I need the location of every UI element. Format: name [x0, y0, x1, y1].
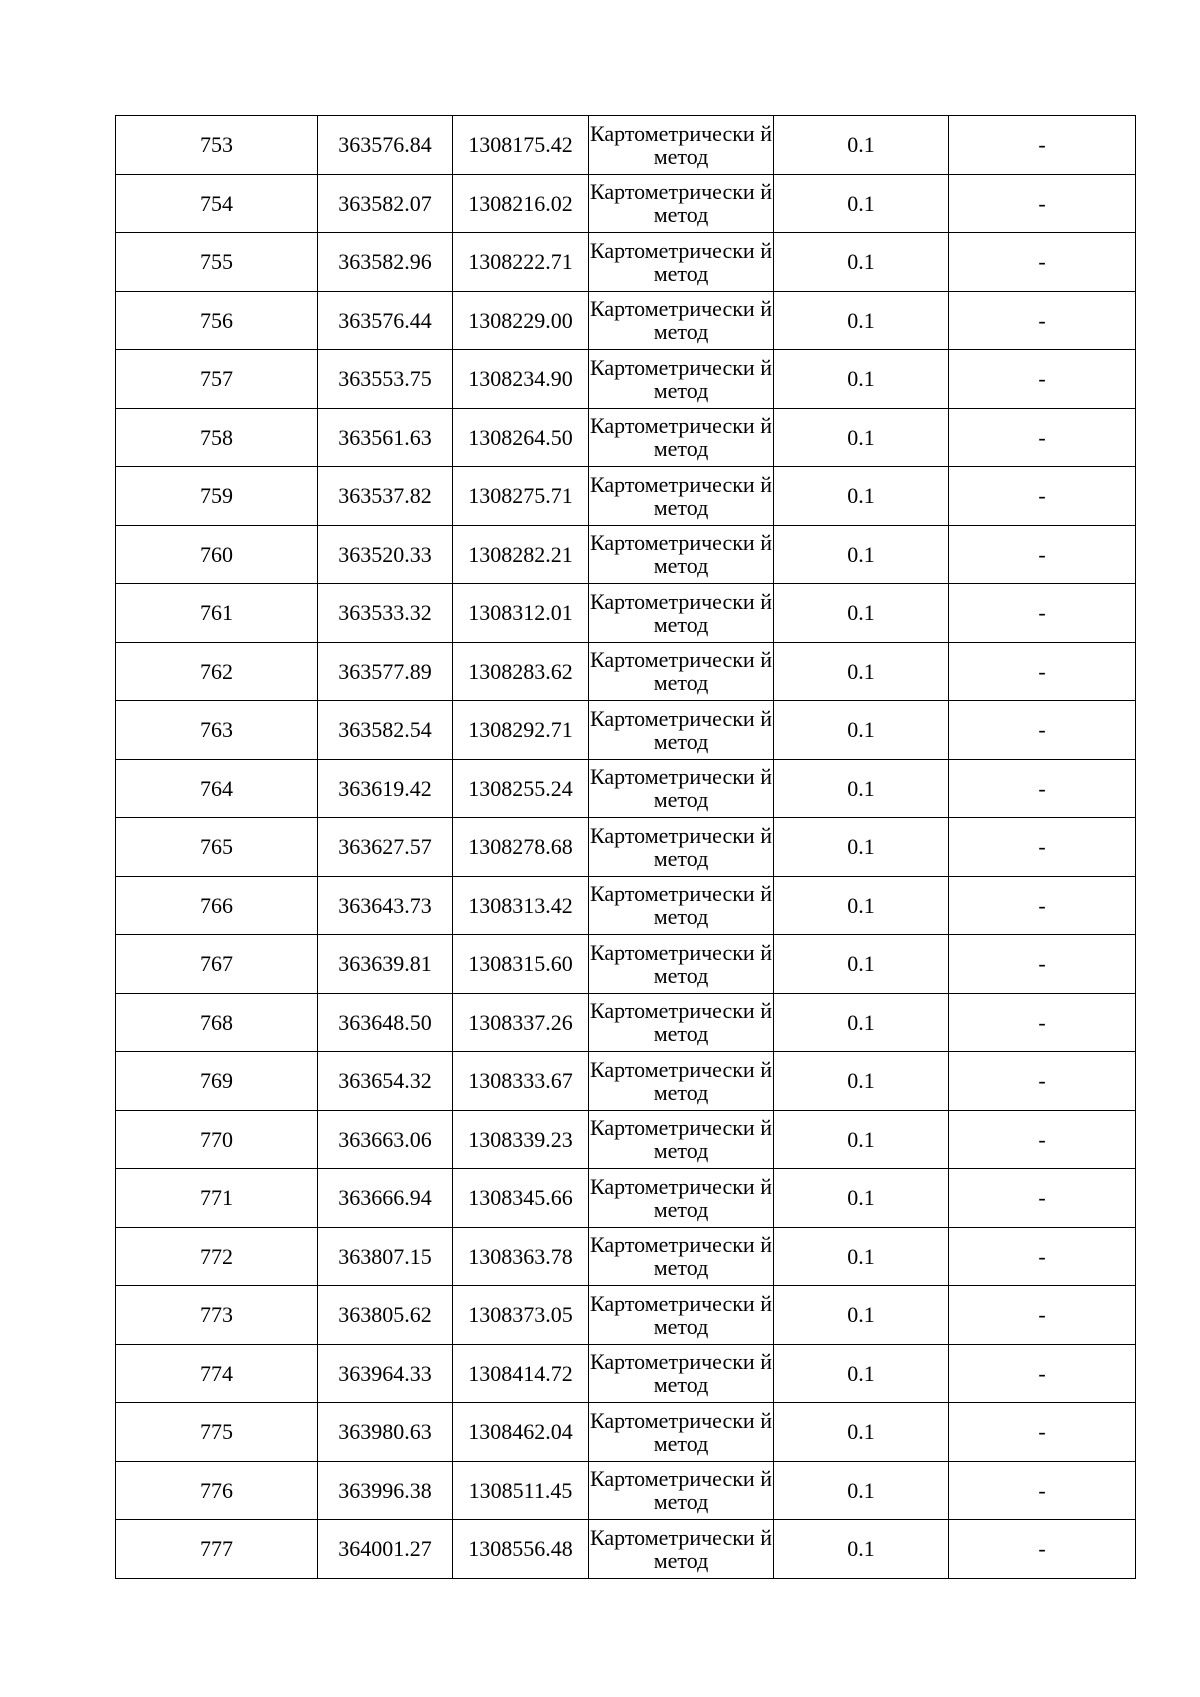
- x-coordinate-cell: 363576.44: [318, 291, 453, 350]
- x-coordinate-cell: 363663.06: [318, 1110, 453, 1169]
- precision-cell: 0.1: [774, 116, 949, 175]
- method-cell: Картометрически й метод: [589, 876, 774, 935]
- method-cell: Картометрически й метод: [589, 408, 774, 467]
- table-row: [116, 584, 1136, 643]
- y-coordinate-cell: 1308363.78: [453, 1227, 589, 1286]
- note-cell: -: [949, 467, 1136, 526]
- note-cell: -: [949, 291, 1136, 350]
- note-cell: -: [949, 350, 1136, 409]
- x-coordinate-cell: 363964.33: [318, 1344, 453, 1403]
- x-coordinate-cell: 363805.62: [318, 1286, 453, 1345]
- precision-cell: 0.1: [774, 876, 949, 935]
- precision-cell: 0.1: [774, 818, 949, 877]
- note-cell: -: [949, 1169, 1136, 1228]
- y-coordinate-cell: 1308511.45: [453, 1461, 589, 1520]
- point-number-cell: 769: [116, 1052, 318, 1111]
- note-cell: -: [949, 116, 1136, 175]
- method-cell: Картометрически й метод: [589, 1052, 774, 1111]
- precision-cell: 0.1: [774, 408, 949, 467]
- table-row: [116, 467, 1136, 526]
- x-coordinate-cell: 363619.42: [318, 759, 453, 818]
- coordinates-table: [115, 115, 1136, 1579]
- point-number-cell: 759: [116, 467, 318, 526]
- note-cell: -: [949, 233, 1136, 292]
- table-row: [116, 1286, 1136, 1345]
- x-coordinate-cell: 363980.63: [318, 1403, 453, 1462]
- x-coordinate-cell: 363627.57: [318, 818, 453, 877]
- point-number-cell: 765: [116, 818, 318, 877]
- note-cell: -: [949, 1286, 1136, 1345]
- note-cell: -: [949, 1344, 1136, 1403]
- table-row: [116, 1110, 1136, 1169]
- table-row: [116, 174, 1136, 233]
- method-cell: Картометрически й метод: [589, 1286, 774, 1345]
- note-cell: -: [949, 584, 1136, 643]
- point-number-cell: 771: [116, 1169, 318, 1228]
- point-number-cell: 754: [116, 174, 318, 233]
- table-row: [116, 701, 1136, 760]
- method-cell: Картометрически й метод: [589, 1520, 774, 1579]
- y-coordinate-cell: 1308234.90: [453, 350, 589, 409]
- method-cell: Картометрически й метод: [589, 525, 774, 584]
- x-coordinate-cell: 363582.54: [318, 701, 453, 760]
- y-coordinate-cell: 1308175.42: [453, 116, 589, 175]
- y-coordinate-cell: 1308414.72: [453, 1344, 589, 1403]
- note-cell: -: [949, 1227, 1136, 1286]
- point-number-cell: 753: [116, 116, 318, 175]
- precision-cell: 0.1: [774, 1520, 949, 1579]
- x-coordinate-cell: 363553.75: [318, 350, 453, 409]
- precision-cell: 0.1: [774, 1227, 949, 1286]
- note-cell: -: [949, 993, 1136, 1052]
- method-cell: Картометрически й метод: [589, 759, 774, 818]
- precision-cell: 0.1: [774, 1286, 949, 1345]
- note-cell: -: [949, 759, 1136, 818]
- point-number-cell: 755: [116, 233, 318, 292]
- table-row: [116, 1461, 1136, 1520]
- table-row: [116, 1052, 1136, 1111]
- precision-cell: 0.1: [774, 701, 949, 760]
- table-row: [116, 1227, 1136, 1286]
- table-row: [116, 291, 1136, 350]
- table-row: [116, 1403, 1136, 1462]
- precision-cell: 0.1: [774, 525, 949, 584]
- table-row: [116, 642, 1136, 701]
- precision-cell: 0.1: [774, 1344, 949, 1403]
- method-cell: Картометрически й метод: [589, 1110, 774, 1169]
- x-coordinate-cell: 363576.84: [318, 116, 453, 175]
- method-cell: Картометрически й метод: [589, 935, 774, 994]
- x-coordinate-cell: 363537.82: [318, 467, 453, 526]
- table-row: [116, 1520, 1136, 1579]
- point-number-cell: 761: [116, 584, 318, 643]
- method-cell: Картометрически й метод: [589, 642, 774, 701]
- y-coordinate-cell: 1308312.01: [453, 584, 589, 643]
- precision-cell: 0.1: [774, 759, 949, 818]
- y-coordinate-cell: 1308229.00: [453, 291, 589, 350]
- x-coordinate-cell: 363561.63: [318, 408, 453, 467]
- note-cell: -: [949, 876, 1136, 935]
- table-row: [116, 350, 1136, 409]
- y-coordinate-cell: 1308345.66: [453, 1169, 589, 1228]
- note-cell: -: [949, 525, 1136, 584]
- point-number-cell: 768: [116, 993, 318, 1052]
- note-cell: -: [949, 642, 1136, 701]
- point-number-cell: 766: [116, 876, 318, 935]
- note-cell: -: [949, 1520, 1136, 1579]
- y-coordinate-cell: 1308462.04: [453, 1403, 589, 1462]
- note-cell: -: [949, 1110, 1136, 1169]
- point-number-cell: 760: [116, 525, 318, 584]
- method-cell: Картометрически й метод: [589, 467, 774, 526]
- method-cell: Картометрически й метод: [589, 1169, 774, 1228]
- method-cell: Картометрически й метод: [589, 1461, 774, 1520]
- y-coordinate-cell: 1308264.50: [453, 408, 589, 467]
- precision-cell: 0.1: [774, 642, 949, 701]
- precision-cell: 0.1: [774, 584, 949, 643]
- method-cell: Картометрически й метод: [589, 233, 774, 292]
- note-cell: -: [949, 701, 1136, 760]
- x-coordinate-cell: 363577.89: [318, 642, 453, 701]
- point-number-cell: 762: [116, 642, 318, 701]
- y-coordinate-cell: 1308556.48: [453, 1520, 589, 1579]
- point-number-cell: 758: [116, 408, 318, 467]
- method-cell: Картометрически й метод: [589, 1227, 774, 1286]
- point-number-cell: 756: [116, 291, 318, 350]
- x-coordinate-cell: 363520.33: [318, 525, 453, 584]
- point-number-cell: 763: [116, 701, 318, 760]
- precision-cell: 0.1: [774, 1461, 949, 1520]
- x-coordinate-cell: 363582.07: [318, 174, 453, 233]
- method-cell: Картометрически й метод: [589, 350, 774, 409]
- precision-cell: 0.1: [774, 1110, 949, 1169]
- note-cell: -: [949, 935, 1136, 994]
- y-coordinate-cell: 1308333.67: [453, 1052, 589, 1111]
- y-coordinate-cell: 1308292.71: [453, 701, 589, 760]
- point-number-cell: 770: [116, 1110, 318, 1169]
- precision-cell: 0.1: [774, 350, 949, 409]
- x-coordinate-cell: 364001.27: [318, 1520, 453, 1579]
- precision-cell: 0.1: [774, 1403, 949, 1462]
- table-row: [116, 818, 1136, 877]
- method-cell: Картометрически й метод: [589, 818, 774, 877]
- precision-cell: 0.1: [774, 174, 949, 233]
- method-cell: Картометрически й метод: [589, 584, 774, 643]
- x-coordinate-cell: 363533.32: [318, 584, 453, 643]
- table-row: [116, 1344, 1136, 1403]
- note-cell: -: [949, 408, 1136, 467]
- x-coordinate-cell: 363582.96: [318, 233, 453, 292]
- point-number-cell: 777: [116, 1520, 318, 1579]
- y-coordinate-cell: 1308339.23: [453, 1110, 589, 1169]
- y-coordinate-cell: 1308282.21: [453, 525, 589, 584]
- table-row: [116, 116, 1136, 175]
- x-coordinate-cell: 363643.73: [318, 876, 453, 935]
- y-coordinate-cell: 1308222.71: [453, 233, 589, 292]
- point-number-cell: 757: [116, 350, 318, 409]
- point-number-cell: 767: [116, 935, 318, 994]
- y-coordinate-cell: 1308337.26: [453, 993, 589, 1052]
- x-coordinate-cell: 363648.50: [318, 993, 453, 1052]
- precision-cell: 0.1: [774, 291, 949, 350]
- point-number-cell: 764: [116, 759, 318, 818]
- note-cell: -: [949, 174, 1136, 233]
- point-number-cell: 776: [116, 1461, 318, 1520]
- point-number-cell: 772: [116, 1227, 318, 1286]
- precision-cell: 0.1: [774, 935, 949, 994]
- x-coordinate-cell: 363654.32: [318, 1052, 453, 1111]
- method-cell: Картометрически й метод: [589, 1344, 774, 1403]
- y-coordinate-cell: 1308373.05: [453, 1286, 589, 1345]
- table-row: [116, 993, 1136, 1052]
- point-number-cell: 773: [116, 1286, 318, 1345]
- method-cell: Картометрически й метод: [589, 1403, 774, 1462]
- x-coordinate-cell: 363639.81: [318, 935, 453, 994]
- note-cell: -: [949, 1052, 1136, 1111]
- table-row: [116, 935, 1136, 994]
- y-coordinate-cell: 1308315.60: [453, 935, 589, 994]
- precision-cell: 0.1: [774, 467, 949, 526]
- method-cell: Картометрически й метод: [589, 701, 774, 760]
- note-cell: -: [949, 1461, 1136, 1520]
- method-cell: Картометрически й метод: [589, 993, 774, 1052]
- note-cell: -: [949, 1403, 1136, 1462]
- table-row: [116, 408, 1136, 467]
- y-coordinate-cell: 1308313.42: [453, 876, 589, 935]
- y-coordinate-cell: 1308275.71: [453, 467, 589, 526]
- y-coordinate-cell: 1308216.02: [453, 174, 589, 233]
- y-coordinate-cell: 1308255.24: [453, 759, 589, 818]
- point-number-cell: 774: [116, 1344, 318, 1403]
- y-coordinate-cell: 1308278.68: [453, 818, 589, 877]
- precision-cell: 0.1: [774, 993, 949, 1052]
- y-coordinate-cell: 1308283.62: [453, 642, 589, 701]
- method-cell: Картометрически й метод: [589, 174, 774, 233]
- point-number-cell: 775: [116, 1403, 318, 1462]
- table-row: [116, 525, 1136, 584]
- precision-cell: 0.1: [774, 1169, 949, 1228]
- method-cell: Картометрически й метод: [589, 291, 774, 350]
- x-coordinate-cell: 363666.94: [318, 1169, 453, 1228]
- table-row: [116, 1169, 1136, 1228]
- precision-cell: 0.1: [774, 233, 949, 292]
- precision-cell: 0.1: [774, 1052, 949, 1111]
- table-row: [116, 233, 1136, 292]
- method-cell: Картометрически й метод: [589, 116, 774, 175]
- table-row: [116, 876, 1136, 935]
- table-row: [116, 759, 1136, 818]
- x-coordinate-cell: 363996.38: [318, 1461, 453, 1520]
- x-coordinate-cell: 363807.15: [318, 1227, 453, 1286]
- table-body: [116, 116, 1136, 1579]
- note-cell: -: [949, 818, 1136, 877]
